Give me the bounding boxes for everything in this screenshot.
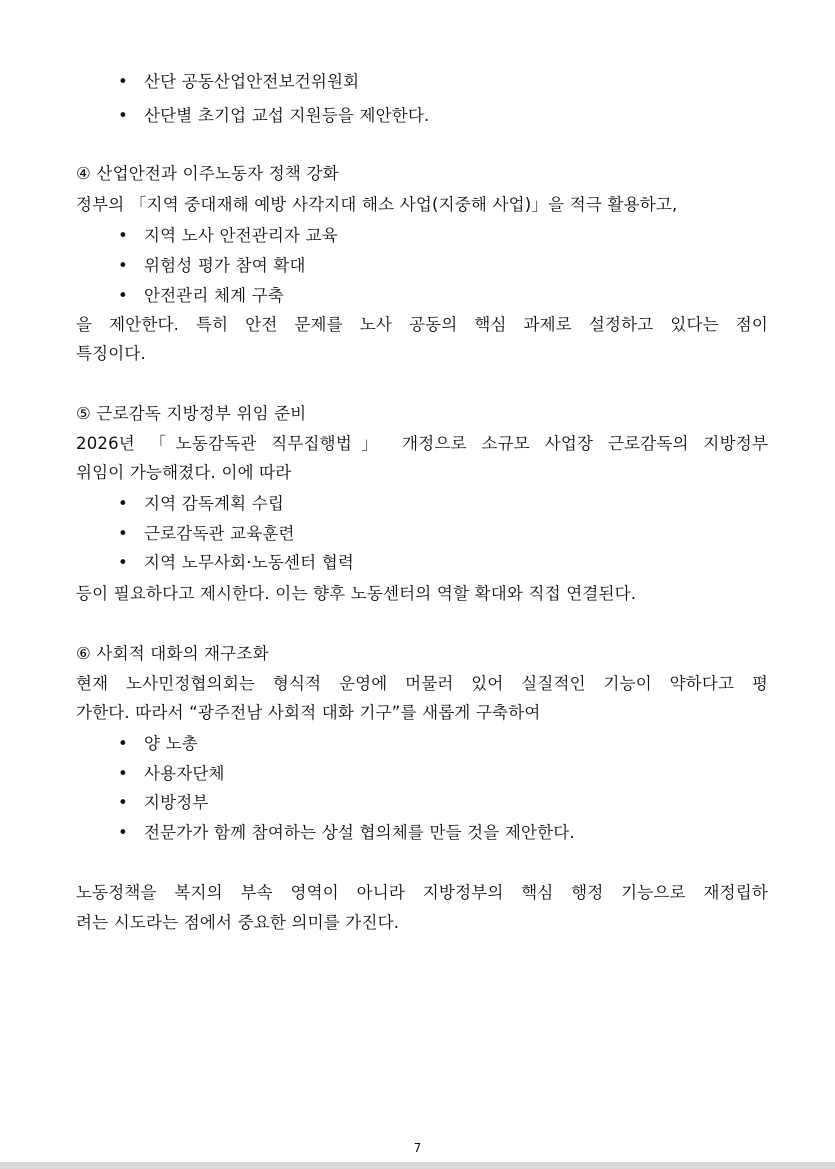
bullet-text: 지역 감독계획 수립 (144, 494, 285, 513)
section-heading: ④ 산업안전과 이주노동자 정책 강화 (76, 164, 339, 183)
bullet-dot: • (118, 226, 128, 245)
bullet-text: 근로감독관 교육훈련 (144, 524, 295, 543)
bullet-text: 사용자단체 (144, 764, 225, 783)
viewer-bottom-bar (0, 1162, 835, 1169)
bullet-dot: • (118, 524, 128, 543)
bullet-text: 산단 공동산업안전보건위원회 (144, 72, 360, 91)
paragraph-line: 려는 시도라는 점에서 중요한 의미를 가진다. (76, 913, 400, 932)
bullet-item (118, 102, 758, 130)
bullet-dot: • (118, 764, 128, 783)
paragraph-line: 등이 필요하다고 제시한다. 이는 향후 노동센터의 역할 확대와 직접 연결된다. (76, 584, 637, 603)
bullet-dot: • (118, 106, 128, 125)
paragraph-line: 현재 노사민정협의회는 형식적 운영에 머물러 있어 실질적인 기능이 약하다고 평 (76, 674, 768, 693)
bullet-item (118, 549, 758, 577)
bullet-item (118, 282, 758, 310)
paragraph-line: 을 제안한다. 특히 안전 문제를 노사 공동의 핵심 과제로 설정하고 있다는 점이 (76, 315, 768, 334)
bullet-text: 산단별 초기업 교섭 지원등을 제안한다. (144, 106, 430, 125)
bullet-text: 전문가가 함께 참여하는 상설 협의체를 만들 것을 제안한다. (144, 823, 575, 842)
bullet-text: 양 노총 (144, 734, 198, 753)
bullet-text: 지역 노사 안전관리자 교육 (144, 226, 338, 245)
paragraph-line: 위임이 가능해졌다. 이에 따라 (76, 463, 292, 482)
bullet-text: 지역 노무사회·노동센터 협력 (144, 553, 355, 572)
bullet-dot: • (118, 793, 128, 812)
bullet-text: 위험성 평가 참여 확대 (144, 256, 306, 275)
bullet-item (118, 490, 758, 518)
bullet-item (118, 760, 758, 788)
bullet-item (118, 730, 758, 758)
bullet-item (118, 819, 758, 847)
paragraph-line: 노동정책을 복지의 부속 영역이 아니라 지방정부의 핵심 행정 기능으로 재정립하 (76, 883, 768, 902)
bullet-dot: • (118, 286, 128, 305)
paragraph-line: 가한다. 따라서 “광주전남 사회적 대화 기구”를 새롭게 구축하여 (76, 703, 541, 722)
section-heading: ⑤ 근로감독 지방정부 위임 준비 (76, 404, 307, 423)
bullet-item (118, 68, 758, 96)
bullet-dot: • (118, 553, 128, 572)
bullet-dot: • (118, 256, 128, 275)
bullet-text: 지방정부 (144, 793, 209, 812)
bullet-dot: • (118, 494, 128, 513)
bullet-dot: • (118, 823, 128, 842)
bullet-item (118, 252, 758, 280)
bullet-item (118, 520, 758, 548)
paragraph-line: 2026년 「노동감독관 직무집행법」 개정으로 소규모 사업장 근로감독의 지방정부 (76, 434, 768, 453)
bullet-text: 안전관리 체계 구축 (144, 286, 285, 305)
section-heading: ⑥ 사회적 대화의 재구조화 (76, 644, 269, 663)
paragraph-line: 특징이다. (76, 344, 147, 363)
bullet-item (118, 222, 758, 250)
bullet-dot: • (118, 72, 128, 91)
bullet-dot: • (118, 734, 128, 753)
bullet-item (118, 789, 758, 817)
page-number: 7 (413, 1141, 422, 1155)
paragraph-line: 정부의 「지역 중대재해 예방 사각지대 해소 사업(지중해 사업)」을 적극 활용하고, (76, 195, 678, 214)
